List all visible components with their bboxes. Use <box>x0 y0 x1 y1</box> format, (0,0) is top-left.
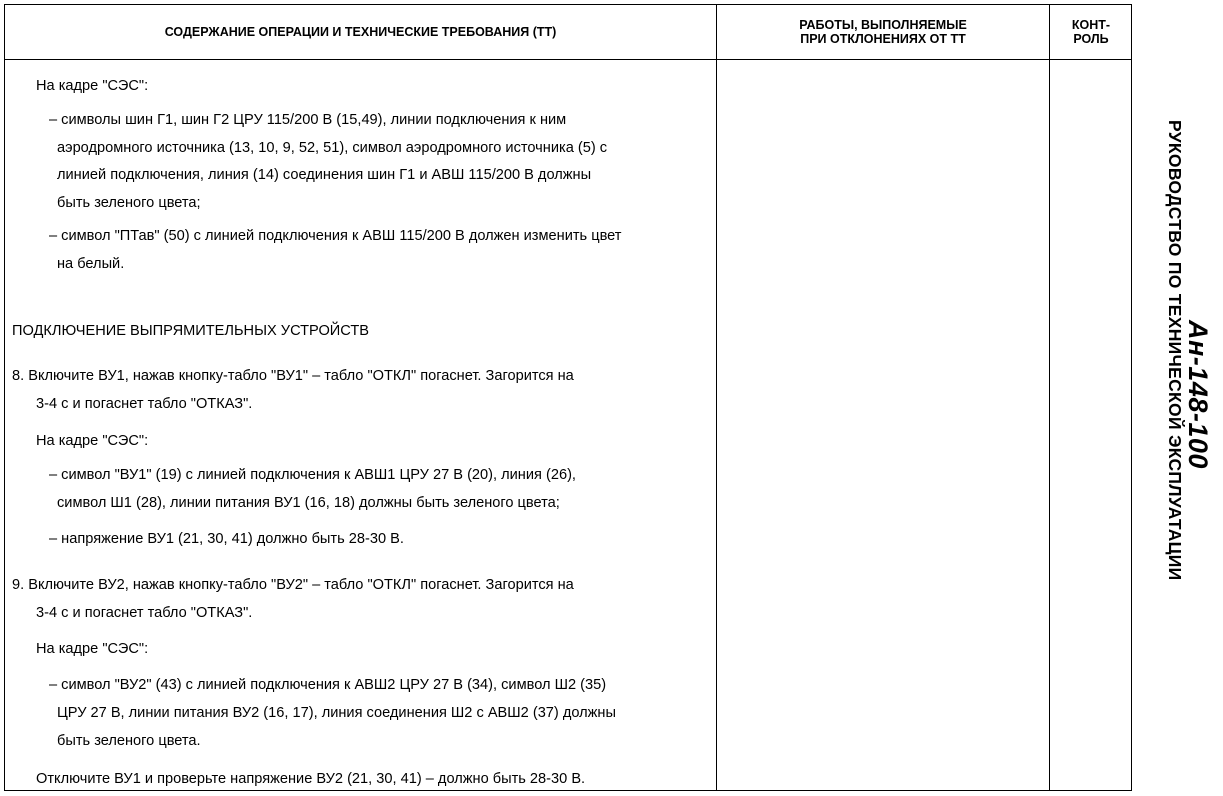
text-line: аэродромного источника (13, 10, 9, 52, 51), символ аэродромного источника (5) с <box>57 140 608 156</box>
text-line: – символ "ВУ1" (19) с линией подключения к АВШ1 ЦРУ 27 В (20), линия (26), <box>49 467 576 483</box>
column-divider-1 <box>716 5 717 790</box>
header-control-label-line2: РОЛЬ <box>1073 32 1109 46</box>
text-line: на белый. <box>57 256 125 272</box>
section-heading: ПОДКЛЮЧЕНИЕ ВЫПРЯМИТЕЛЬНЫХ УСТРОЙСТВ <box>12 323 370 339</box>
text-line: – символ "ПТав" (50) с линией подключения к АВШ 115/200 В должен изменить цвет <box>49 228 622 244</box>
text-line: быть зеленого цвета. <box>57 733 201 749</box>
operations-table <box>4 4 1132 791</box>
aircraft-model-title: Ан-148-100 <box>1183 320 1213 469</box>
header-control-column <box>1050 5 1132 59</box>
text-line: 8. Включите ВУ1, нажав кнопку-табло "ВУ1" – табло "ОТКЛ" погаснет. Загорится на <box>12 368 574 384</box>
text-line: 9. Включите ВУ2, нажав кнопку-табло "ВУ2" – табло "ОТКЛ" погаснет. Загорится на <box>12 577 574 593</box>
text-line: – символы шин Г1, шин Г2 ЦРУ 115/200 В (15,49), линии подключения к ним <box>49 112 567 128</box>
header-divider <box>5 59 1131 60</box>
text-line: 3-4 с и погаснет табло "ОТКАЗ". <box>36 605 253 621</box>
text-line: ЦРУ 27 В, линии питания ВУ2 (16, 17), линия соединения Ш2 с АВШ2 (37) должны <box>57 705 616 721</box>
column-divider-2 <box>1049 5 1050 790</box>
text-line: Отключите ВУ1 и проверьте напряжение ВУ2 (21, 30, 41) – должно быть 28-30 В. <box>36 771 586 787</box>
text-line: – напряжение ВУ1 (21, 30, 41) должно быть 28-30 В. <box>49 531 404 547</box>
header-deviation-column <box>717 5 1049 59</box>
header-deviation-label-line1: РАБОТЫ, ВЫПОЛНЯЕМЫЕ <box>799 18 967 32</box>
header-deviation-label-line2: ПРИ ОТКЛОНЕНИЯХ ОТ ТТ <box>800 32 966 46</box>
text-line: быть зеленого цвета; <box>57 195 201 211</box>
text-line: На кадре "СЭС": <box>36 78 149 94</box>
text-line: линией подключения, линия (14) соединения шин Г1 и АВШ 115/200 В должны <box>57 167 592 183</box>
text-line: На кадре "СЭС": <box>36 433 149 449</box>
header-control-label-line1: КОНТ- <box>1071 18 1111 32</box>
text-line: символ Ш1 (28), линии питания ВУ1 (16, 18) должны быть зеленого цвета; <box>57 495 560 511</box>
manual-title: РУКОВОДСТВО ПО ТЕХНИЧЕСКОЙ ЭКСПЛУАТАЦИИ <box>1165 120 1185 581</box>
header-main-label: СОДЕРЖАНИЕ ОПЕРАЦИИ И ТЕХНИЧЕСКИЕ ТРЕБОВАНИЯ (ТТ) <box>164 25 557 39</box>
header-main-column <box>5 5 716 59</box>
text-line: 3-4 с и погаснет табло "ОТКАЗ". <box>36 396 253 412</box>
text-line: На кадре "СЭС": <box>36 641 149 657</box>
text-line: – символ "ВУ2" (43) с линией подключения к АВШ2 ЦРУ 27 В (34), символ Ш2 (35) <box>49 677 607 693</box>
